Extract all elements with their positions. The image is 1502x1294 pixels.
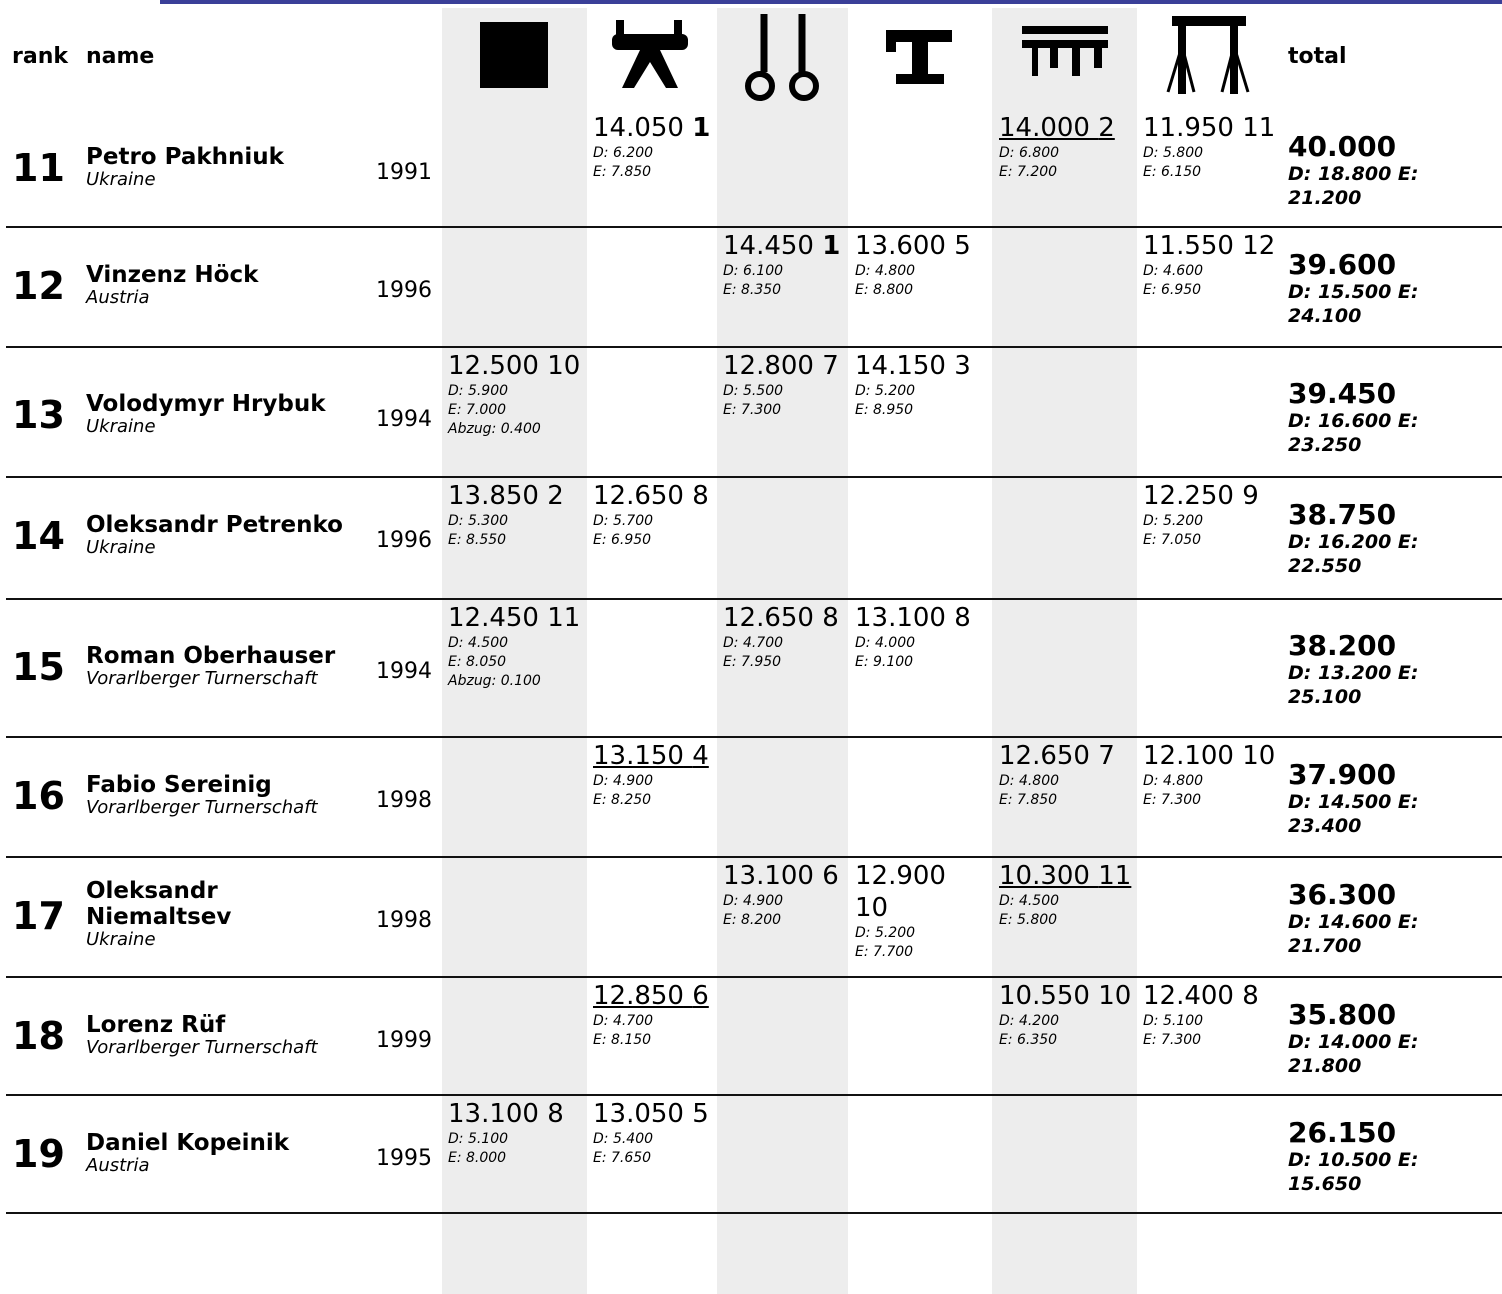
e-score: E: 8.550 (448, 532, 507, 548)
apparatus-score-line (448, 480, 588, 512)
apparatus-place: 5 (692, 1099, 709, 1129)
e-score: E: 8.800 (855, 282, 914, 298)
row-divider (6, 1212, 1502, 1214)
apparatus-score-cell (593, 1098, 733, 1168)
apparatus-place: 8 (547, 1099, 564, 1129)
apparatus-place: 8 (692, 481, 709, 511)
d-score: D: 5.200 (855, 383, 916, 399)
birth-year: 1994 (376, 659, 432, 684)
apparatus-score-cell (855, 230, 980, 300)
d-score: D: 4.700 (593, 1013, 654, 1029)
pommel-horse-icon (612, 20, 690, 90)
rank-number: 19 (12, 1132, 65, 1176)
d-score: D: 5.700 (593, 513, 654, 529)
apparatus-place: 6 (822, 861, 839, 891)
total-cell (1288, 760, 1498, 838)
apparatus-score: 13.100 (448, 1099, 539, 1129)
apparatus-score-cell (855, 350, 980, 420)
athlete-club: Austria (86, 287, 150, 308)
e-score: E: 6.950 (1143, 282, 1202, 298)
e-score: E: 7.650 (593, 1150, 652, 1166)
row-divider (6, 856, 1502, 858)
apparatus-score-cell (448, 480, 588, 550)
e-score: E: 7.300 (723, 402, 782, 418)
apparatus-place: 2 (1098, 113, 1115, 143)
e-score: E: 8.250 (593, 792, 652, 808)
apparatus-score: 13.100 (723, 861, 814, 891)
apparatus-score: 13.150 (593, 741, 684, 771)
apparatus-score: 12.650 (723, 603, 814, 633)
athlete-club: Austria (86, 1155, 150, 1176)
apparatus-score: 14.000 (999, 113, 1090, 143)
d-score: D: 4.800 (999, 773, 1060, 789)
apparatus-place: 2 (547, 481, 564, 511)
d-score: D: 5.400 (593, 1131, 654, 1147)
apparatus-score-cell (723, 860, 848, 930)
table-header (0, 0, 1502, 104)
d-score: D: 5.500 (723, 383, 784, 399)
e-score: E: 7.850 (999, 792, 1058, 808)
athlete-name-cell (86, 144, 364, 190)
e-score: E: 6.350 (999, 1032, 1058, 1048)
athlete-name: Roman Oberhauser (86, 643, 336, 669)
athlete-name-cell (86, 262, 364, 308)
table-row (0, 112, 1502, 232)
birth-year: 1996 (376, 528, 432, 553)
athlete-name: Petro Pakhniuk (86, 144, 284, 170)
apparatus-score: 11.550 (1143, 231, 1234, 261)
total-de-breakdown: D: 18.800 E: 21.200 (1288, 163, 1419, 209)
apparatus-score-line (593, 980, 733, 1012)
athlete-club: Vorarlberger Turnerschaft (86, 797, 318, 818)
total-score: 36.300 (1288, 878, 1397, 911)
apparatus-place: 9 (1242, 481, 1259, 511)
apparatus-place: 8 (1242, 981, 1259, 1011)
table-row (0, 350, 1502, 470)
floor-icon (480, 22, 550, 90)
apparatus-score: 10.550 (999, 981, 1090, 1011)
total-score: 26.150 (1288, 1116, 1397, 1149)
table-row (0, 740, 1502, 860)
apparatus-place: 8 (822, 603, 839, 633)
apparatus-place: 10 (1242, 741, 1276, 771)
deduction-value: Abzug: 0.400 (448, 421, 541, 437)
apparatus-score-cell (999, 740, 1139, 810)
birth-year: 1999 (376, 1028, 432, 1053)
apparatus-score: 12.400 (1143, 981, 1234, 1011)
e-score: E: 8.350 (723, 282, 782, 298)
apparatus-score: 13.850 (448, 481, 539, 511)
apparatus-score-line (1143, 980, 1283, 1012)
table-row (0, 980, 1502, 1100)
apparatus-place: 11 (547, 603, 581, 633)
row-divider (6, 1094, 1502, 1096)
apparatus-place: 7 (822, 351, 839, 381)
birth-year: 1995 (376, 1146, 432, 1171)
apparatus-place: 3 (954, 351, 971, 381)
e-score: E: 5.800 (999, 912, 1058, 928)
athlete-name-cell (86, 512, 364, 558)
apparatus-place: 10 (547, 351, 581, 381)
rings-icon (742, 12, 826, 104)
apparatus-score-line (723, 350, 848, 382)
apparatus-score-cell (593, 980, 733, 1050)
athlete-club: Ukraine (86, 416, 156, 437)
d-score: D: 4.800 (855, 263, 916, 279)
apparatus-score-cell (448, 1098, 588, 1168)
apparatus-score-line (723, 860, 848, 892)
e-score: E: 8.150 (593, 1032, 652, 1048)
row-divider (6, 598, 1502, 600)
apparatus-score-cell (723, 230, 848, 300)
d-score: D: 6.100 (723, 263, 784, 279)
table-row (0, 480, 1502, 600)
vault-icon (886, 30, 954, 86)
athlete-name: Lorenz Rüf (86, 1012, 226, 1038)
apparatus-score-line (448, 350, 588, 382)
apparatus-score: 12.250 (1143, 481, 1234, 511)
rank-number: 15 (12, 645, 65, 689)
athlete-name-cell (86, 643, 364, 689)
birth-year: 1991 (376, 160, 432, 185)
apparatus-score: 10.300 (999, 861, 1090, 891)
birth-year: 1994 (376, 407, 432, 432)
apparatus-score-cell (593, 740, 733, 810)
apparatus-score: 14.150 (855, 351, 946, 381)
row-divider (6, 346, 1502, 348)
apparatus-score: 12.100 (1143, 741, 1234, 771)
e-score: E: 7.000 (448, 402, 507, 418)
apparatus-place: 4 (692, 741, 709, 771)
e-score: E: 7.050 (1143, 532, 1202, 548)
total-de-breakdown: D: 10.500 E: 15.650 (1288, 1149, 1419, 1195)
apparatus-score: 12.900 (855, 861, 946, 891)
apparatus-score-cell (1143, 230, 1283, 300)
table-row (0, 1098, 1502, 1218)
apparatus-score-line (855, 350, 980, 382)
total-cell (1288, 379, 1498, 457)
apparatus-score-cell (999, 980, 1139, 1050)
apparatus-score-cell (723, 602, 848, 672)
apparatus-place: 12 (1242, 231, 1276, 261)
apparatus-score: 12.800 (723, 351, 814, 381)
apparatus-place: 6 (692, 981, 709, 1011)
total-de-breakdown: D: 15.500 E: 24.100 (1288, 281, 1419, 327)
parallel-bars-icon (1022, 26, 1110, 78)
athlete-name: Oleksandr Niemaltsev (86, 878, 232, 930)
rank-number: 18 (12, 1014, 65, 1058)
apparatus-place: 1 (822, 231, 841, 261)
apparatus-place: 7 (1098, 741, 1115, 771)
rank-number: 11 (12, 146, 65, 190)
d-score: D: 4.600 (1143, 263, 1204, 279)
total-de-breakdown: D: 14.500 E: 23.400 (1288, 791, 1419, 837)
apparatus-score-line (999, 860, 1139, 892)
e-score: E: 6.150 (1143, 164, 1202, 180)
apparatus-score-line (593, 480, 733, 512)
apparatus-score: 13.050 (593, 1099, 684, 1129)
birth-year: 1998 (376, 788, 432, 813)
table-row (0, 860, 1502, 980)
total-cell (1288, 500, 1498, 578)
apparatus-score-line (448, 602, 588, 634)
apparatus-place: 11 (1098, 861, 1132, 891)
e-score: E: 8.000 (448, 1150, 507, 1166)
e-score: E: 7.950 (723, 654, 782, 670)
table-row (0, 230, 1502, 350)
apparatus-score-cell (855, 860, 980, 962)
rank-number: 14 (12, 514, 65, 558)
apparatus-score: 14.450 (723, 231, 814, 261)
athlete-club: Ukraine (86, 169, 156, 190)
athlete-name: Fabio Sereinig (86, 772, 272, 798)
d-score: D: 6.800 (999, 145, 1060, 161)
d-score: D: 4.000 (855, 635, 916, 651)
d-score: D: 4.900 (593, 773, 654, 789)
apparatus-score-line (999, 980, 1139, 1012)
d-score: D: 6.200 (593, 145, 654, 161)
apparatus-place: 1 (692, 113, 711, 143)
e-score: E: 7.300 (1143, 792, 1202, 808)
e-score: E: 7.200 (999, 164, 1058, 180)
e-score: E: 7.700 (855, 944, 914, 960)
rank-number: 12 (12, 264, 65, 308)
athlete-name-cell (86, 772, 364, 818)
athlete-name: Volodymyr Hrybuk (86, 391, 326, 417)
apparatus-score-line (1143, 112, 1283, 144)
apparatus-place: 8 (954, 603, 971, 633)
athlete-name-cell (86, 1012, 364, 1058)
athlete-name-cell (86, 878, 364, 950)
apparatus-score-line (593, 740, 733, 772)
apparatus-score: 12.650 (999, 741, 1090, 771)
e-score: E: 7.850 (593, 164, 652, 180)
apparatus-score: 12.500 (448, 351, 539, 381)
total-de-breakdown: D: 14.000 E: 21.800 (1288, 1031, 1419, 1077)
apparatus-score-line (1143, 230, 1283, 262)
apparatus-score-line (1143, 480, 1283, 512)
apparatus-place: 10 (855, 893, 889, 923)
name-header: name (86, 44, 155, 69)
row-divider (6, 476, 1502, 478)
apparatus-score-line (593, 1098, 733, 1130)
total-de-breakdown: D: 16.200 E: 22.550 (1288, 531, 1419, 577)
apparatus-score-line (999, 112, 1139, 144)
deduction-value: Abzug: 0.100 (448, 673, 541, 689)
total-cell (1288, 880, 1498, 958)
total-score: 40.000 (1288, 130, 1397, 163)
total-cell (1288, 1118, 1498, 1196)
total-cell (1288, 250, 1498, 328)
d-score: D: 5.900 (448, 383, 509, 399)
apparatus-score-cell (1143, 480, 1283, 550)
apparatus-score-cell (593, 112, 733, 182)
row-divider (6, 976, 1502, 978)
athlete-club: Vorarlberger Turnerschaft (86, 668, 318, 689)
d-score: D: 4.900 (723, 893, 784, 909)
apparatus-score-line (999, 740, 1139, 772)
d-score: D: 4.500 (448, 635, 509, 651)
apparatus-score-line (1143, 740, 1283, 772)
apparatus-score-cell (1143, 740, 1283, 810)
total-de-breakdown: D: 13.200 E: 25.100 (1288, 662, 1419, 708)
total-de-breakdown: D: 14.600 E: 21.700 (1288, 911, 1419, 957)
e-score: E: 9.100 (855, 654, 914, 670)
d-score: D: 5.800 (1143, 145, 1204, 161)
high-bar-icon (1166, 16, 1252, 94)
apparatus-place: 5 (954, 231, 971, 261)
total-score: 39.450 (1288, 377, 1397, 410)
e-score: E: 7.300 (1143, 1032, 1202, 1048)
apparatus-score-line (723, 230, 848, 262)
apparatus-score: 11.950 (1143, 113, 1234, 143)
table-row (0, 602, 1502, 722)
d-score: D: 4.500 (999, 893, 1060, 909)
apparatus-score: 13.600 (855, 231, 946, 261)
birth-year: 1996 (376, 278, 432, 303)
apparatus-score-cell (999, 860, 1139, 930)
e-score: E: 6.950 (593, 532, 652, 548)
athlete-club: Vorarlberger Turnerschaft (86, 1037, 318, 1058)
e-score: E: 8.200 (723, 912, 782, 928)
rank-number: 13 (12, 393, 65, 437)
birth-year: 1998 (376, 908, 432, 933)
apparatus-score: 12.650 (593, 481, 684, 511)
total-cell (1288, 132, 1498, 210)
apparatus-score-line (855, 602, 980, 634)
row-divider (6, 736, 1502, 738)
total-score: 37.900 (1288, 758, 1397, 791)
athlete-club: Ukraine (86, 537, 156, 558)
total-score: 39.600 (1288, 248, 1397, 281)
athlete-name: Vinzenz Höck (86, 262, 259, 288)
d-score: D: 5.200 (855, 925, 916, 941)
apparatus-score-cell (999, 112, 1139, 182)
apparatus-score-cell (855, 602, 980, 672)
apparatus-score-cell (723, 350, 848, 420)
apparatus-score-cell (448, 350, 588, 439)
apparatus-score: 12.850 (593, 981, 684, 1011)
d-score: D: 4.200 (999, 1013, 1060, 1029)
athlete-name-cell (86, 1130, 364, 1176)
total-header: total (1288, 44, 1347, 69)
d-score: D: 4.700 (723, 635, 784, 651)
total-cell (1288, 631, 1498, 709)
total-cell (1288, 1000, 1498, 1078)
apparatus-score-line (593, 112, 733, 144)
apparatus-score-cell (1143, 980, 1283, 1050)
apparatus-score-line (448, 1098, 588, 1130)
d-score: D: 5.200 (1143, 513, 1204, 529)
d-score: D: 5.100 (1143, 1013, 1204, 1029)
row-divider (6, 226, 1502, 228)
athlete-name: Daniel Kopeinik (86, 1130, 290, 1156)
apparatus-score-cell (593, 480, 733, 550)
apparatus-score: 14.050 (593, 113, 684, 143)
total-score: 38.750 (1288, 498, 1397, 531)
apparatus-score-line (855, 860, 980, 924)
athlete-name: Oleksandr Petrenko (86, 512, 343, 538)
d-score: D: 5.100 (448, 1131, 509, 1147)
apparatus-place: 11 (1242, 113, 1276, 143)
rank-header: rank (12, 44, 68, 69)
e-score: E: 8.050 (448, 654, 507, 670)
athlete-name-cell (86, 391, 364, 437)
apparatus-score-line (855, 230, 980, 262)
athlete-club: Ukraine (86, 929, 156, 950)
apparatus-score: 12.450 (448, 603, 539, 633)
apparatus-score-line (723, 602, 848, 634)
total-score: 38.200 (1288, 629, 1397, 662)
total-score: 35.800 (1288, 998, 1397, 1031)
d-score: D: 5.300 (448, 513, 509, 529)
d-score: D: 4.800 (1143, 773, 1204, 789)
rank-number: 17 (12, 894, 65, 938)
e-score: E: 8.950 (855, 402, 914, 418)
total-de-breakdown: D: 16.600 E: 23.250 (1288, 410, 1419, 456)
apparatus-score-cell (1143, 112, 1283, 182)
rank-number: 16 (12, 774, 65, 818)
apparatus-place: 10 (1098, 981, 1132, 1011)
apparatus-score-cell (448, 602, 588, 691)
apparatus-score: 13.100 (855, 603, 946, 633)
